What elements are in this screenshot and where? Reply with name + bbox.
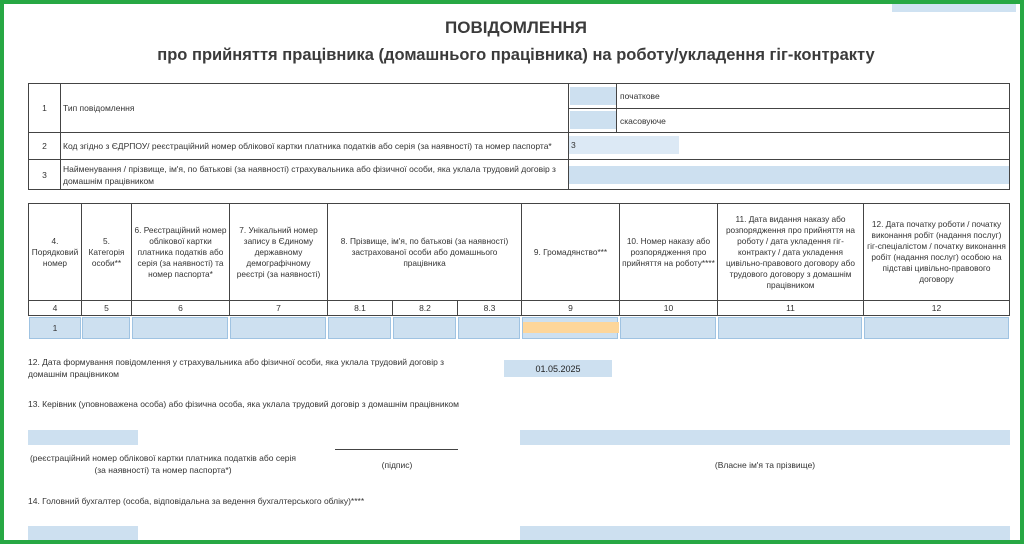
- first-name-cell[interactable]: [393, 317, 456, 339]
- notice-type-cancel-label: скасовуюче: [620, 116, 666, 126]
- col-header-9: 9. Громадянство***: [521, 203, 619, 301]
- notice-type-initial-box[interactable]: [570, 87, 616, 105]
- col-number: 10: [619, 301, 717, 316]
- row-2-number: 2: [28, 133, 60, 160]
- col-header-10: 10. Номер наказу або розпорядження про прийняття на роботу****: [619, 203, 717, 301]
- manager-name-field[interactable]: [520, 430, 1010, 445]
- edrpou-code-field[interactable]: 3: [569, 136, 679, 154]
- row-2-label: Код згідно з ЄДРПОУ/ реєстраційний номер облікової картки платника податків або серія (за наявності) та номер паспорта*: [60, 133, 568, 160]
- order-date-cell[interactable]: [718, 317, 862, 339]
- col-number: 11: [717, 301, 863, 316]
- col-number: 5: [81, 301, 131, 316]
- citizenship-cell[interactable]: [522, 317, 618, 339]
- tax-id-cell[interactable]: [132, 317, 228, 339]
- start-date-cell[interactable]: [864, 317, 1009, 339]
- category-cell[interactable]: [82, 317, 130, 339]
- document-subtitle: про прийняття працівника (домашнього працівника) на роботу/укладення гіг-контракту: [157, 46, 875, 64]
- registry-number-cell[interactable]: [230, 317, 326, 339]
- col-header-7: 7. Унікальний номер запису в Єдиному державному демографічному реєстрі (за наявності): [229, 203, 327, 301]
- col-header-8: 8. Прізвище, ім'я, по батькові (за наявності) застрахованої особи або домашнього працівника: [327, 203, 521, 301]
- row-3-label: Найменування / прізвище, ім'я, по батькові (за наявності) страхувальника або фізичної особи, яка уклала трудовий договір з домашнім працівником: [60, 160, 568, 190]
- insurer-name-field[interactable]: [569, 166, 1009, 184]
- section-14-label: 14. Головний бухгалтер (особа, відповідальна за ведення бухгалтерського обліку)****: [28, 496, 365, 506]
- col-number: 4: [28, 301, 81, 316]
- row-number-cell[interactable]: 1: [29, 317, 81, 339]
- accountant-tax-id-field[interactable]: [28, 526, 138, 544]
- notice-type-cancel-box[interactable]: [570, 111, 616, 129]
- section-13-label: 13. Керівник (уповноважена особа) або фізична особа, яка уклала трудовий договір з домашнім працівником: [28, 399, 459, 409]
- row-3-number: 3: [28, 160, 60, 190]
- notice-date-field[interactable]: 01.05.2025: [504, 360, 612, 377]
- col-number: 8.2: [392, 301, 457, 316]
- signature-line: [335, 449, 458, 450]
- manager-tax-id-field[interactable]: [28, 430, 138, 445]
- caption-signature: (підпис): [381, 460, 413, 470]
- section-12-label: 12. Дата формування повідомлення у страхувальника або фізичної особи, яка уклала трудовий договір з домашнім працівником: [28, 357, 445, 379]
- col-number: 7: [229, 301, 327, 316]
- surname-cell[interactable]: [328, 317, 391, 339]
- col-header-11: 11. Дата видання наказу або розпорядження про прийняття на роботу / дата укладення гіг-контракту / дата укладення цивільно-правового договору або трудового договору з домашнім працівником: [717, 203, 863, 301]
- col-number: 8.3: [457, 301, 521, 316]
- document-title: ПОВІДОМЛЕННЯ: [445, 18, 587, 37]
- row-1-number: 1: [28, 83, 60, 133]
- citizenship-selected-highlight: [523, 322, 619, 333]
- row-1-label: Тип повідомлення: [60, 83, 568, 133]
- accountant-name-field[interactable]: [520, 526, 1010, 544]
- col-header-4: 4. Порядковий номер: [28, 203, 81, 301]
- notice-type-initial-label: початкове: [620, 91, 660, 101]
- col-number: 6: [131, 301, 229, 316]
- caption-full-name: (Власне ім'я та прізвище): [714, 460, 816, 470]
- patronymic-cell[interactable]: [458, 317, 520, 339]
- order-number-cell[interactable]: [620, 317, 716, 339]
- caption-tax-id: (реєстраційний номер облікової картки платника податків або серія (за наявності) та номер паспорта*): [29, 453, 297, 475]
- top-input-box[interactable]: [892, 4, 1016, 12]
- col-number: 12: [863, 301, 1010, 316]
- col-header-5: 5. Категорія особи**: [81, 203, 131, 301]
- col-header-12: 12. Дата початку роботи / початку виконання робіт (надання послуг) гіг-спеціалістом / початку виконання робіт (надання послуг) особою на підставі цивільно-правового договору: [863, 203, 1010, 301]
- col-number: 9: [521, 301, 619, 316]
- col-header-6: 6. Реєстраційний номер облікової картки платника податків або серія (за наявності) та номер паспорта*: [131, 203, 229, 301]
- col-number: 8.1: [327, 301, 392, 316]
